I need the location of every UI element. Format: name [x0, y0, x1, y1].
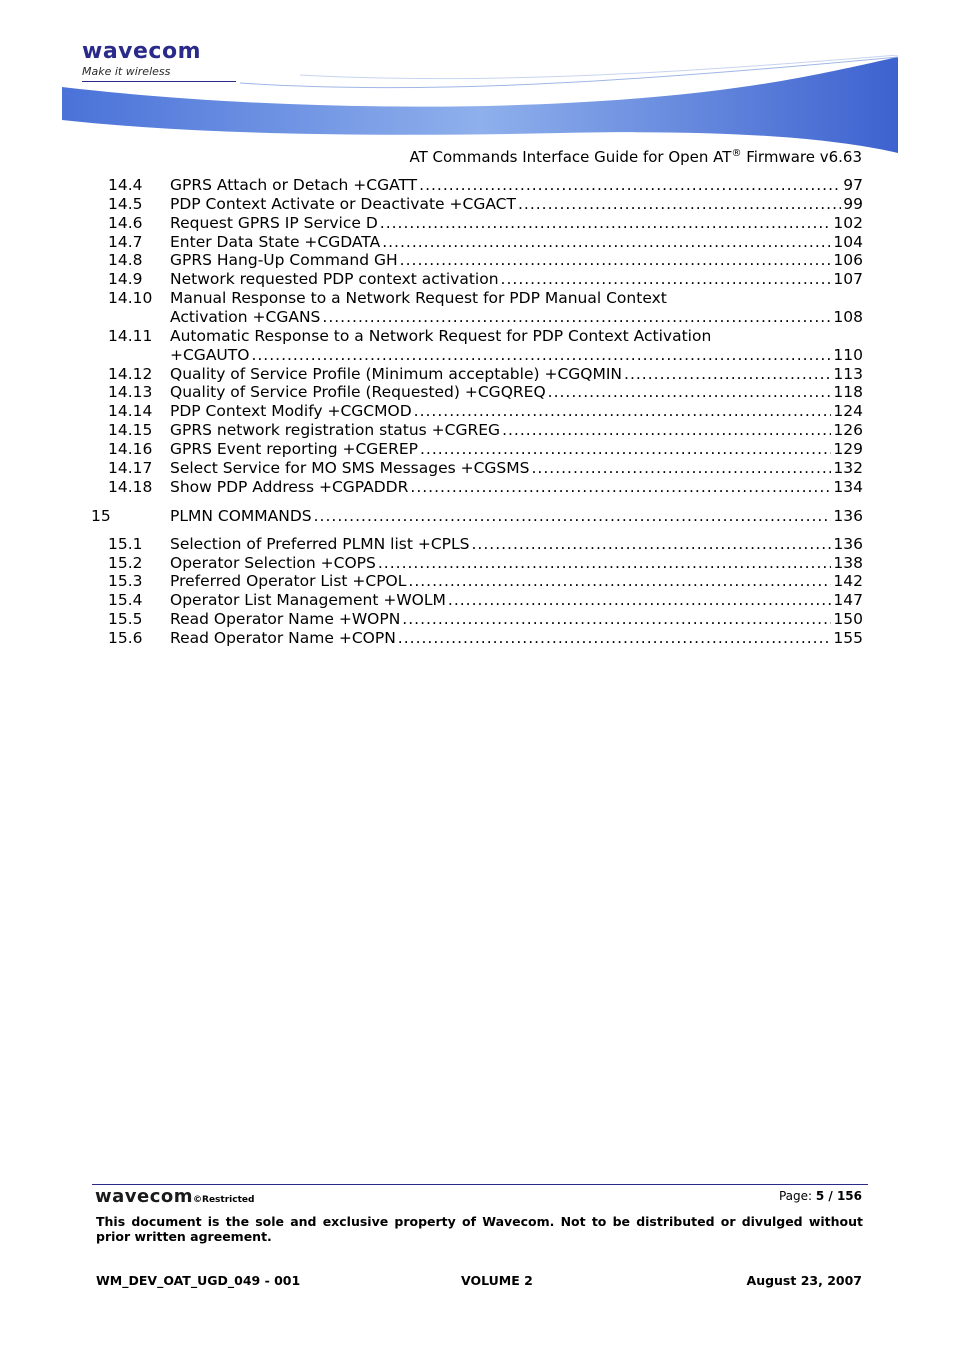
- toc-number: 14.9: [108, 270, 143, 288]
- toc-leader: [402, 610, 831, 629]
- toc-title: PDP Context Modify +CGCMOD: [170, 402, 412, 420]
- toc-number: 14.13: [108, 383, 153, 401]
- toc-page: 107: [833, 270, 863, 288]
- toc-number: 15.6: [108, 629, 143, 647]
- logo-tagline: Make it wireless: [82, 65, 171, 78]
- toc-leader: [382, 233, 831, 252]
- toc-number: 14.5: [108, 195, 143, 213]
- toc-chapter-title: PLMN COMMANDS: [170, 507, 312, 525]
- toc-row[interactable]: [108, 365, 863, 384]
- toc-chapter-page: 136: [833, 507, 863, 525]
- toc-row[interactable]: [108, 383, 863, 402]
- registered-mark: ®: [731, 148, 742, 159]
- footer-logo-wordmark: wavecom: [95, 1186, 194, 1207]
- toc-leader: [398, 629, 832, 648]
- toc-number: 14.7: [108, 233, 143, 251]
- toc-row[interactable]: [108, 327, 863, 346]
- toc-row[interactable]: [108, 270, 863, 289]
- toc-leader: [501, 270, 832, 289]
- toc-leader: [314, 507, 832, 526]
- toc-title: Operator Selection +COPS: [170, 554, 376, 572]
- toc-title: Network requested PDP context activation: [170, 270, 499, 288]
- toc-leader: [410, 478, 831, 497]
- document-reference: WM_DEV_OAT_UGD_049 - 001: [96, 1273, 301, 1288]
- toc-title: +CGAUTO: [170, 346, 250, 364]
- toc-title: PDP Context Activate or Deactivate +CGACT: [170, 195, 516, 213]
- toc-title: GPRS network registration status +CGREG: [170, 421, 501, 439]
- toc-page: 147: [833, 591, 863, 609]
- toc-title: Show PDP Address +CGPADDR: [170, 478, 409, 496]
- toc-leader: [502, 421, 831, 440]
- volume-label: VOLUME 2: [461, 1273, 533, 1288]
- toc-number: 14.16: [108, 440, 153, 458]
- toc-number: 15.5: [108, 610, 143, 628]
- toc-number: 14.14: [108, 402, 153, 420]
- toc-leader: [380, 214, 832, 233]
- toc-leader: [531, 459, 831, 478]
- toc-leader: [322, 308, 831, 327]
- toc-row[interactable]: [108, 610, 863, 629]
- toc-number: 15.4: [108, 591, 143, 609]
- document-title-version: Firmware v6.63: [741, 148, 862, 166]
- toc-number: 14.17: [108, 459, 153, 477]
- toc-page: 113: [833, 365, 863, 383]
- toc-row-continuation[interactable]: [108, 308, 863, 327]
- toc-title: Enter Data State +CGDATA: [170, 233, 381, 251]
- toc-title: Read Operator Name +WOPN: [170, 610, 401, 628]
- toc-row[interactable]: [108, 402, 863, 421]
- toc-row[interactable]: [108, 459, 863, 478]
- document-title-text: AT Commands Interface Guide for Open AT: [409, 148, 732, 166]
- toc-row[interactable]: [108, 554, 863, 573]
- toc-number: 14.8: [108, 251, 143, 269]
- toc-title: Selection of Preferred PLMN list +CPLS: [170, 535, 470, 553]
- toc-title: GPRS Hang-Up Command GH: [170, 251, 398, 269]
- toc-leader: [448, 591, 832, 610]
- toc-page: 134: [833, 478, 863, 496]
- toc-leader: [378, 554, 832, 573]
- document-date: August 23, 2007: [746, 1273, 862, 1288]
- toc-row[interactable]: [108, 233, 863, 252]
- toc-page: 155: [833, 629, 863, 647]
- toc-page: 118: [833, 383, 863, 401]
- toc-leader: [419, 176, 841, 195]
- toc-number: 15.3: [108, 572, 143, 590]
- page-number: 5 / 156: [815, 1189, 862, 1203]
- toc-row[interactable]: [108, 251, 863, 270]
- toc-title: Operator List Management +WOLM: [170, 591, 446, 609]
- toc-row[interactable]: [108, 176, 863, 195]
- confidentiality-notice: This document is the sole and exclusive property of Wavecom. Not to be distributed or divulged without prior written agreement.: [96, 1214, 863, 1244]
- toc-page: 110: [833, 346, 863, 364]
- document-title: [410, 148, 863, 166]
- toc-row[interactable]: [108, 572, 863, 591]
- toc-leader: [624, 365, 831, 384]
- toc-page: 99: [843, 195, 863, 213]
- toc-title: Select Service for MO SMS Messages +CGSMS: [170, 459, 530, 477]
- toc-chapter-row[interactable]: [91, 507, 863, 526]
- restricted-label: ©Restricted: [193, 1195, 255, 1205]
- toc-page: 138: [833, 554, 863, 572]
- toc-chapter-number: 15: [91, 507, 111, 525]
- header-wave-graphic: [0, 55, 954, 160]
- toc-number: 14.11: [108, 327, 153, 345]
- toc-number: 15.2: [108, 554, 143, 572]
- toc-number: 14.4: [108, 176, 143, 194]
- toc-leader: [420, 440, 831, 459]
- toc-row[interactable]: [108, 214, 863, 233]
- toc-number: 15.1: [108, 535, 143, 553]
- toc-page: 129: [833, 440, 863, 458]
- toc-title: Quality of Service Profile (Minimum acceptable) +CGQMIN: [170, 365, 623, 383]
- toc-leader: [472, 535, 832, 554]
- toc-page: 97: [843, 176, 863, 194]
- toc-row[interactable]: [108, 289, 863, 308]
- footer-divider: [92, 1184, 868, 1185]
- toc-title: Read Operator Name +COPN: [170, 629, 396, 647]
- page-label: Page:: [778, 1189, 816, 1203]
- toc-number: 14.15: [108, 421, 153, 439]
- toc-row-continuation[interactable]: [108, 346, 863, 365]
- toc-page: 104: [833, 233, 863, 251]
- toc-page: 132: [833, 459, 863, 477]
- toc-row[interactable]: [108, 591, 863, 610]
- toc-title: GPRS Event reporting +CGEREP: [170, 440, 418, 458]
- toc-title: GPRS Attach or Detach +CGATT: [170, 176, 418, 194]
- toc-page: 150: [833, 610, 863, 628]
- toc-leader: [408, 572, 831, 591]
- toc-title: Automatic Response to a Network Request for PDP Context Activation: [170, 327, 712, 345]
- toc-row[interactable]: [108, 535, 863, 554]
- toc-number: 14.10: [108, 289, 153, 307]
- toc-leader: [400, 251, 832, 270]
- toc-page: 136: [833, 535, 863, 553]
- toc-row[interactable]: [108, 629, 863, 648]
- toc-title: Request GPRS IP Service D: [170, 214, 378, 232]
- toc-title: Activation +CGANS: [170, 308, 321, 326]
- toc-leader: [518, 195, 841, 214]
- toc-page: 124: [833, 402, 863, 420]
- toc-leader: [414, 402, 832, 421]
- toc-page: 106: [833, 251, 863, 269]
- toc-page: 102: [833, 214, 863, 232]
- toc-row[interactable]: [108, 478, 863, 497]
- page-indicator: [779, 1189, 862, 1203]
- toc-number: 14.6: [108, 214, 143, 232]
- logo-wordmark: wavecom: [82, 39, 202, 64]
- toc-title: Manual Response to a Network Request for PDP Manual Context: [170, 289, 667, 307]
- toc-number: 14.18: [108, 478, 153, 496]
- toc-title: Quality of Service Profile (Requested) +CGQREQ: [170, 383, 546, 401]
- footer-logo: [95, 1186, 254, 1207]
- toc-leader: [251, 346, 831, 365]
- toc-page: 108: [833, 308, 863, 326]
- toc-number: 14.12: [108, 365, 153, 383]
- toc-title: Preferred Operator List +CPOL: [170, 572, 407, 590]
- toc-row[interactable]: [108, 195, 863, 214]
- toc-row[interactable]: [108, 440, 863, 459]
- toc-row[interactable]: [108, 421, 863, 440]
- toc-page: 126: [833, 421, 863, 439]
- toc-page: 142: [833, 572, 863, 590]
- toc-leader: [548, 383, 832, 402]
